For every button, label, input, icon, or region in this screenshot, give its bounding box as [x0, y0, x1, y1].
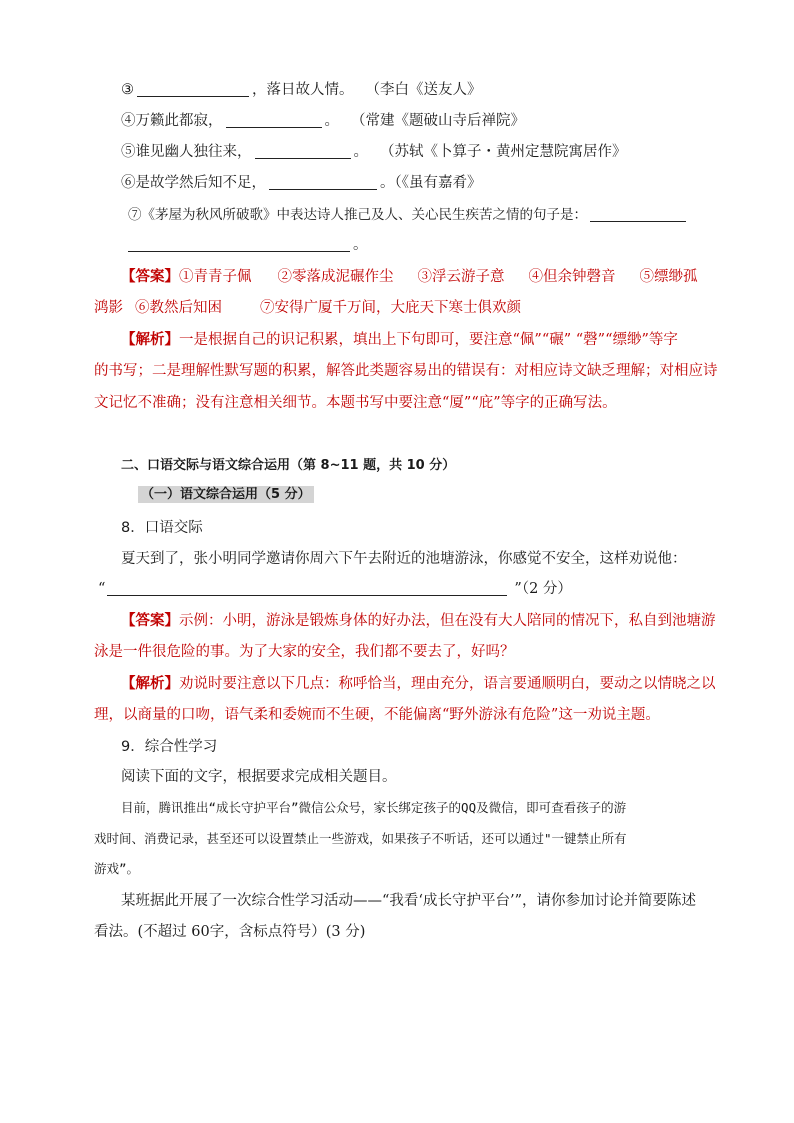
answer-5: ⑤缥缈孤: [639, 269, 698, 285]
answer-1-line-1: [121, 266, 698, 288]
fill-blank-3[interactable]: [137, 80, 249, 97]
poem-line-6: [121, 172, 482, 194]
fill-blank-7b[interactable]: [128, 235, 350, 252]
q8-analysis-label: 【解析】: [121, 675, 179, 692]
answer-5-cont: 鸿影: [94, 300, 123, 316]
fill-blank-6[interactable]: [269, 173, 377, 190]
q9-task-2: 看法。(不超过 60字，含标点符号）(3 分): [94, 924, 366, 940]
poem-line-4: [121, 110, 525, 132]
q8-analysis-text-2: 理，以商量的口吻，语气柔和委婉而不生硬，不能偏离“野外游泳有危险”这一劝说主题。: [94, 707, 660, 723]
answer-1: ①青青子佩: [179, 269, 252, 285]
poem-3-prefix: ③: [121, 82, 134, 98]
poem-4-text: ④万籁此都寂，: [121, 113, 223, 129]
section-2-subheading: （一）语文综合运用（5 分）: [138, 486, 314, 503]
fill-blank-4[interactable]: [226, 111, 322, 128]
answer-6: ⑥教然后知困: [135, 300, 222, 316]
q8-text: 夏天到了，张小明同学邀请你周六下午去附近的池塘游泳，你感觉不安全，这样劝说他：: [121, 551, 687, 567]
poem-7-end: 。: [353, 237, 368, 253]
section-2-sub: [138, 484, 314, 506]
q8-answer-text-2: 泳是一件很危险的事。为了大家的安全，我们都不要去了，好吗？: [94, 644, 515, 660]
q8-answer-blank[interactable]: [107, 579, 507, 596]
q9-passage-3: 游戏”。: [94, 861, 140, 876]
poem-4-source: （常建《题破山寺后禅院》: [351, 113, 525, 129]
analysis-1-text-1: 一是根据自己的识记积累，填出上下句即可，要注意“佩”“碾” “磬”“缥缈”等字: [179, 332, 678, 348]
q9-intro: 阅读下面的文字，根据要求完成相关题目。: [121, 769, 397, 785]
answer-4: ④但余钟磬音: [528, 269, 616, 285]
q8-answer-line-1: [121, 610, 716, 632]
analysis-1-text-2: 的书写；二是理解性默写题的积累，解答此类题容易出的错误有：对相应诗文缺乏理解；对相应诗: [94, 363, 718, 379]
poem-3-text: ，落日故人情。: [252, 82, 354, 98]
q8-answer-blank-line: [98, 578, 572, 600]
answer-2: ②零落成泥碾作尘: [277, 269, 394, 285]
poem-line-7: [128, 204, 689, 226]
poem-line-7b: [128, 234, 368, 256]
q8-close-quote: ”（2 分）: [514, 581, 572, 597]
poem-6-source: 。（《虽有嘉肴》: [380, 175, 482, 191]
q9-title: 9．综合性学习: [121, 739, 218, 755]
poem-7-text: ⑦《茅屋为秋风所破歌》中表达诗人推己及人、关心民生疾苦之情的句子是：: [128, 207, 587, 223]
poem-5-text: ⑤谁见幽人独往来，: [121, 144, 252, 160]
q8-analysis-text-1: 劝说时要注意以下几点：称呼恰当，理由充分，语言要通顺明白，要动之以情晓之以: [179, 676, 716, 692]
q8-analysis-line-1: [121, 673, 716, 695]
analysis-label: 【解析】: [121, 331, 179, 348]
analysis-1-line-1: [121, 329, 678, 351]
poem-3-source: （李白《送友人》: [365, 82, 482, 98]
q9-passage-2: 戏时间、消费记录，甚至还可以设置禁止一些游戏，如果孩子不听话，还可以通过"一键禁止所有: [94, 831, 627, 846]
poem-line-3: [121, 79, 482, 101]
fill-blank-5[interactable]: [255, 142, 351, 159]
poem-6-text: ⑥是故学然后知不足，: [121, 175, 266, 191]
answer-7: ⑦安得广厦千万间，大庇天下寒士俱欢颜: [260, 300, 521, 316]
answer-label: 【答案】: [121, 268, 179, 285]
poem-5-source: （苏轼《卜算子・黄州定慧院寓居作》: [380, 144, 627, 160]
q9-passage-1: 目前，腾讯推出“成长守护平台”微信公众号，家长绑定孩子的QQ及微信，即可查看孩子的游: [121, 800, 627, 815]
q8-answer-text-1: 示例：小明，游泳是锻炼身体的好办法，但在没有大人陪同的情况下，私自到池塘游: [179, 613, 716, 629]
q8-title: 8．口语交际: [121, 520, 203, 536]
section-2-heading: 二、口语交际与语文综合运用（第 8~11 题，共 10 分）: [121, 458, 456, 473]
poem-line-5: [121, 141, 627, 163]
q9-task-1: 某班据此开展了一次综合性学习活动——“我看‘成长守护平台’”，请你参加讨论并简要陈述: [121, 893, 697, 909]
q8-answer-label: 【答案】: [121, 612, 179, 629]
fill-blank-7a[interactable]: [590, 205, 686, 222]
q8-open-quote: “: [98, 581, 106, 597]
analysis-1-text-3: 文记忆不准确；没有注意相关细节。本题书写中要注意“厦”“庇”等字的正确写法。: [94, 395, 617, 411]
answer-3: ③浮云游子意: [417, 269, 505, 285]
poem-5-end: 。: [353, 144, 368, 160]
poem-4-end: 。: [324, 113, 339, 129]
answer-1-line-2: [94, 297, 521, 319]
